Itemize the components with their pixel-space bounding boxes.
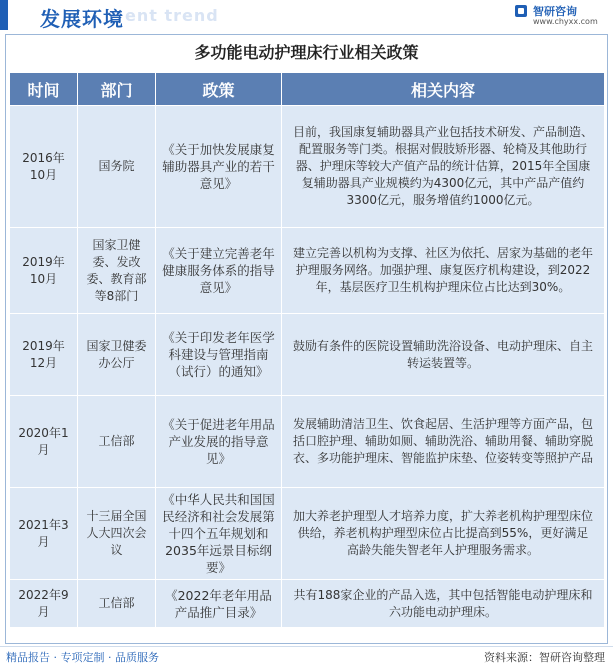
footer-tagline: 精品报告 · 专项定制 · 品质服务 — [6, 651, 159, 664]
brand-logo-icon — [515, 5, 527, 17]
brand-url: www.chyxx.com — [533, 17, 598, 26]
cell-time: 2016年10月 — [10, 106, 78, 228]
brand-name: 智研咨询 — [533, 5, 577, 18]
cell-content: 发展辅助清洁卫生、饮食起居、生活护理等方面产品，包括口腔护理、辅助如厕、辅助洗浴、辅助用餐、辅助穿脱衣、多功能护理床、智能监护床垫、位姿转变等照护产品 — [282, 396, 605, 488]
table-header-row — [10, 73, 605, 106]
header-accent-bar — [0, 0, 8, 30]
cell-policy: 《关于印发老年医学科建设与管理指南（试行）的通知》 — [156, 314, 282, 396]
cell-content: 建立完善以机构为支撑、社区为依托、居家为基础的老年护理服务网络。加强护理、康复医疗机构建设，到2022年，基层医疗卫生机构护理床位占比达到30%。 — [282, 228, 605, 314]
cell-time: 2020年1月 — [10, 396, 78, 488]
cell-time: 2019年10月 — [10, 228, 78, 314]
table-row — [10, 488, 605, 580]
header-content: 相关内容 — [282, 73, 605, 106]
cell-time: 2021年3月 — [10, 488, 78, 580]
cell-dept: 国务院 — [78, 106, 156, 228]
cell-time: 2022年9月 — [10, 580, 78, 628]
table-row — [10, 228, 605, 314]
section-title: 发展环境 — [40, 7, 124, 31]
cell-policy: 《关于加快发展康复辅助器具产业的若干意见》 — [156, 106, 282, 228]
cell-policy: 《2022年老年用品产品推广目录》 — [156, 580, 282, 628]
footer-source: 资料来源：智研咨询整理 — [484, 651, 605, 664]
table-row — [10, 580, 605, 628]
table-row — [10, 106, 605, 228]
table-row — [10, 314, 605, 396]
header-watermark: ent trend — [125, 6, 219, 25]
cell-content: 共有188家企业的产品入选，其中包括智能电动护理床和六功能电动护理床。 — [282, 580, 605, 628]
cell-content: 目前，我国康复辅助器具产业包括技术研发、产品制造、配置服务等门类。根据对假肢矫形器、轮椅及其他助行器、护理床等较大产值产品的统计估算，2015年全国康复辅助器具产业规模约为4300亿元，其中产品产值约3300亿元，服务增值约1000亿元。 — [282, 106, 605, 228]
footer-divider — [0, 646, 613, 647]
header-time: 时间 — [10, 73, 78, 106]
cell-policy: 《关于促进老年用品产业发展的指导意见》 — [156, 396, 282, 488]
cell-policy: 《中华人民共和国国民经济和社会发展第十四个五年规划和2035年远景目标纲要》 — [156, 488, 282, 580]
page-header — [0, 0, 613, 30]
page-footer — [0, 646, 613, 666]
card-title: 多功能电动护理床行业相关政策 — [194, 43, 419, 62]
cell-content: 加大养老护理型人才培养力度，扩大养老机构护理型床位供给，养老机构护理型床位占比提高到55%，更好满足高龄失能失智老年人护理服务需求。 — [282, 488, 605, 580]
brand — [515, 2, 603, 28]
header-policy: 政策 — [156, 73, 282, 106]
cell-dept: 国家卫健委办公厅 — [78, 314, 156, 396]
table-row — [10, 396, 605, 488]
cell-content: 鼓励有条件的医院设置辅助洗浴设备、电动护理床、自主转运装置等。 — [282, 314, 605, 396]
header-dept: 部门 — [78, 73, 156, 106]
cell-time: 2019年12月 — [10, 314, 78, 396]
policy-card — [5, 34, 608, 644]
cell-dept: 十三届全国人大四次会议 — [78, 488, 156, 580]
cell-dept: 国家卫健委、发改委、教育部等8部门 — [78, 228, 156, 314]
cell-policy: 《关于建立完善老年健康服务体系的指导意见》 — [156, 228, 282, 314]
policy-table — [9, 72, 605, 628]
cell-dept: 工信部 — [78, 396, 156, 488]
cell-dept: 工信部 — [78, 580, 156, 628]
